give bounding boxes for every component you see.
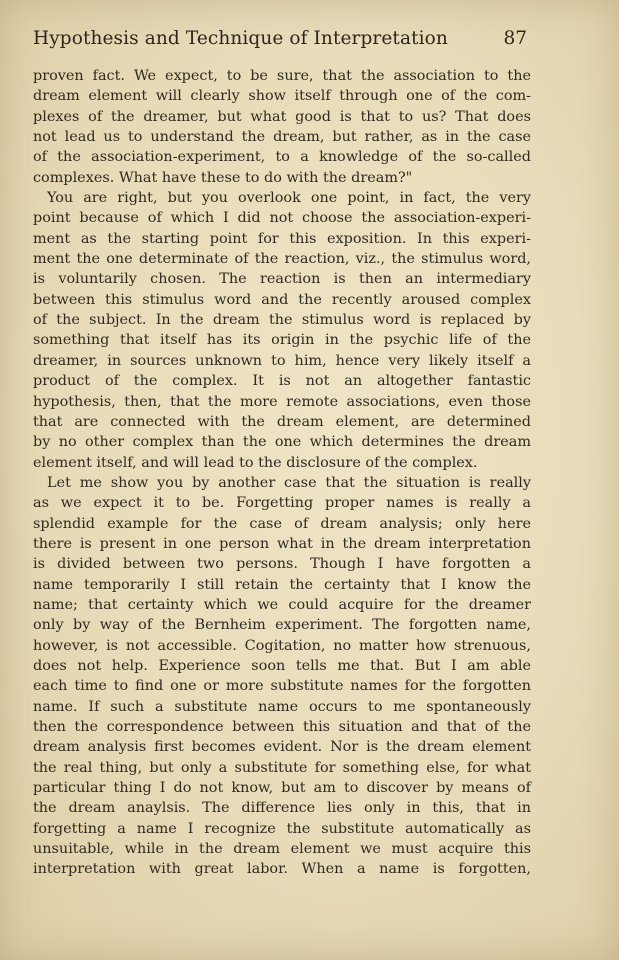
text-line: is voluntarily chosen. The reaction is then an intermediary xyxy=(33,271,531,288)
text-line: name. If such a substitute name occurs to me spontaneously xyxy=(33,698,531,715)
text-line: of the subject. In the dream the stimulus word is replaced by xyxy=(33,312,531,329)
text-line: the dream anaylsis. The difference lies only in this, that in xyxy=(33,800,531,817)
text-line: only by way of the Bernheim experiment. The forgotten name, xyxy=(33,617,531,634)
text-line: is divided between two persons. Though I have forgotten a xyxy=(33,556,531,573)
text-line: element itself, and will lead to the disclosure of the complex. xyxy=(33,454,478,471)
text-line: You are right, but you overlook one point, in fact, the very xyxy=(47,190,531,207)
text-line: however, is not accessible. Cogitation, no matter how strenuous, xyxy=(33,637,531,654)
text-line: forgetting a name I recognize the substitute automatically as xyxy=(33,820,531,837)
text-line: that are connected with the dream element, are determined xyxy=(33,413,531,430)
text-line: not lead us to understand the dream, but rather, as in the case xyxy=(33,129,531,146)
running-head-title: Hypothesis and Technique of Interpretation xyxy=(33,28,448,49)
text-line: name; that certainty which we could acquire for the dreamer xyxy=(33,596,531,613)
text-line: particular thing I do not know, but am to discover by means of xyxy=(33,780,531,797)
text-line: splendid example for the case of dream analysis; only here xyxy=(33,515,531,532)
running-head xyxy=(33,28,527,54)
text-line: Let me show you by another case that the situation is really xyxy=(47,474,531,491)
text-line: interpretation with great labor. When a name is forgotten, xyxy=(33,861,531,878)
text-line: dream analysis first becomes evident. Nor is the dream element xyxy=(33,739,531,756)
text-line: as we expect it to be. Forgetting proper names is really a xyxy=(33,495,531,512)
text-line: hypothesis, then, that the more remote associations, even those xyxy=(33,393,531,410)
text-line: dreamer, in sources unknown to him, hence very likely itself a xyxy=(33,352,531,369)
text-line: of the association-experiment, to a knowledge of the so-called xyxy=(33,149,531,166)
text-line: ment as the starting point for this exposition. In this experi- xyxy=(33,230,531,247)
text-line: proven fact. We expect, to be sure, that the association to the xyxy=(33,68,531,84)
text-line: something that itself has its origin in the psychic life of the xyxy=(33,332,531,349)
text-line: the real thing, but only a substitute for something else, for what xyxy=(33,759,531,776)
page-number: 87 xyxy=(503,28,527,49)
body-text xyxy=(33,66,531,880)
text-line: complexes. What have these to do with the dream?" xyxy=(33,169,413,186)
text-line: by no other complex than the one which determines the dream xyxy=(33,434,531,451)
text-line: plexes of the dreamer, but what good is that to us? That does xyxy=(33,108,531,125)
text-line: then the correspondence between this situation and that of the xyxy=(33,719,531,735)
text-line: ment the one determinate of the reaction, viz., the stimulus word, xyxy=(33,251,531,268)
text-line: product of the complex. It is not an altogether fantastic xyxy=(33,373,531,390)
text-line: each time to find one or more substitute names for the forgotten xyxy=(33,678,531,695)
text-line: name temporarily I still retain the certainty that I know the xyxy=(33,576,531,593)
text-line: dream element will clearly show itself through one of the com- xyxy=(33,88,531,105)
text-line: point because of which I did not choose the association-experi- xyxy=(33,210,531,227)
text-line: does not help. Experience soon tells me that. But I am able xyxy=(33,657,531,674)
text-line: unsuitable, while in the dream element we must acquire this xyxy=(33,841,531,858)
text-line: there is present in one person what in the dream interpretation xyxy=(33,535,531,552)
text-line: between this stimulus word and the recently aroused complex xyxy=(33,291,531,308)
